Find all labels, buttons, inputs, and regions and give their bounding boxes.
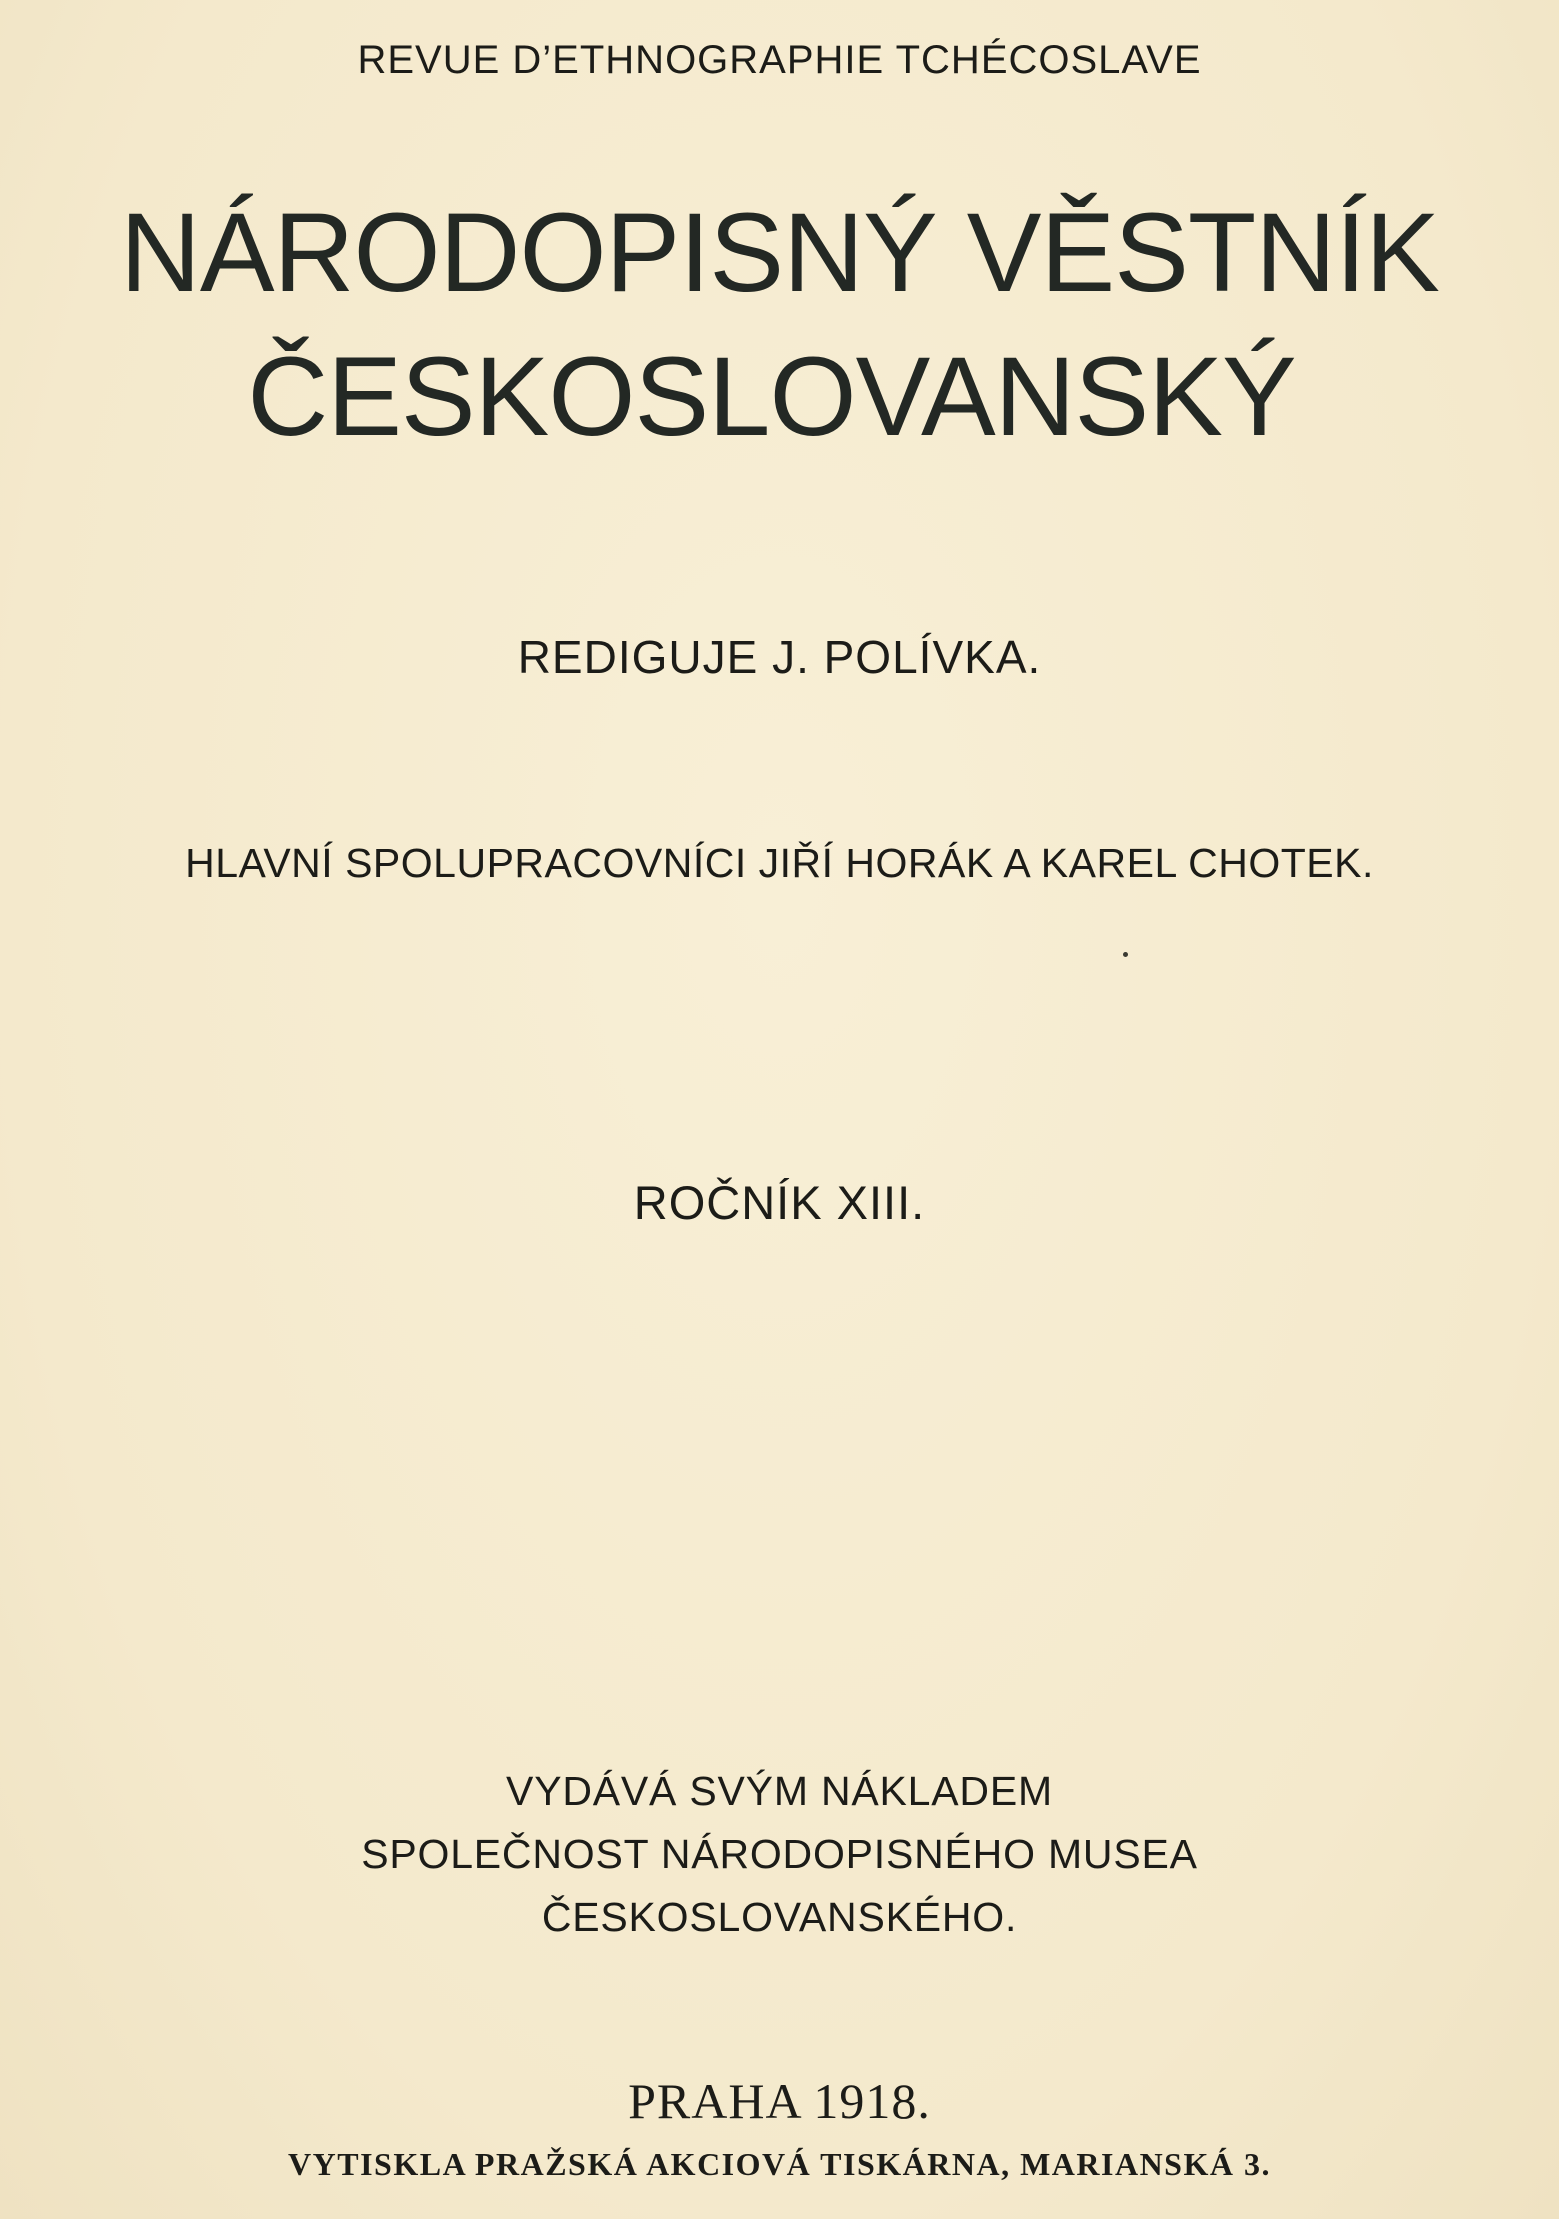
publisher-line-1: VYDÁVÁ SVÝM NÁKLADEM: [506, 1768, 1053, 1814]
ink-speck: [1123, 952, 1128, 957]
collaborators-credit: HLAVNÍ SPOLUPRACOVNÍCI JIŘÍ HORÁK A KAREL CHOTEK.: [185, 840, 1374, 886]
printer-imprint: VYTISKLA PRAŽSKÁ AKCIOVÁ TISKÁRNA, MARIANSKÁ 3.: [288, 2146, 1271, 2182]
place-and-year: PRAHA 1918.: [628, 2073, 931, 2129]
publisher-line-3: ČESKOSLOVANSKÉHO.: [541, 1894, 1018, 1940]
publisher-line-2: SPOLEČNOST NÁRODOPISNÉHO MUSEA: [361, 1831, 1198, 1877]
publisher-block: [0, 1760, 1559, 1949]
journal-title-line-1: NÁRODOPISNÝ VĚSTNÍK: [119, 190, 1440, 315]
editor-credit: REDIGUJE J. POLÍVKA.: [517, 631, 1042, 683]
journal-subtitle: REVUE D’ETHNOGRAPHIE TCHÉCOSLAVE: [357, 38, 1202, 82]
journal-title-line-2: ČESKOSLOVANSKÝ: [247, 334, 1296, 459]
volume-number: ROČNÍK XIII.: [633, 1176, 926, 1229]
